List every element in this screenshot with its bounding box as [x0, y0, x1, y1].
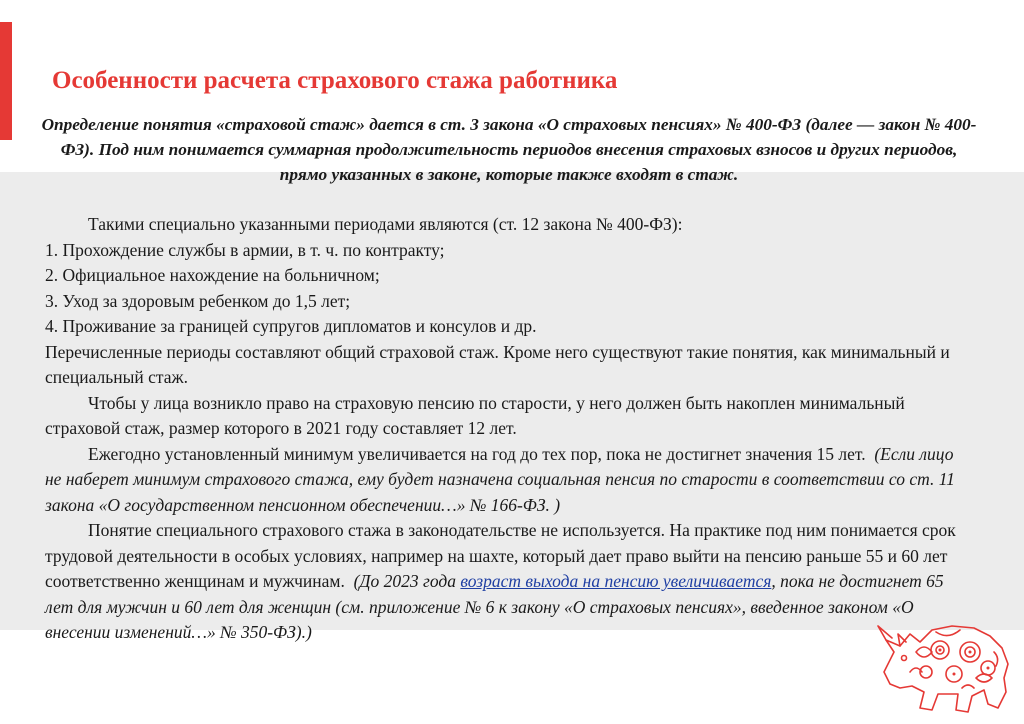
total-stazh-paragraph: Перечисленные периоды составляют общий страховой стаж. Кроме него существуют такие понятия, как минимальный и специальный стаж. [45, 341, 950, 387]
periods-heading: Такими специально указанными периодами являются (ст. 12 закона № 400-ФЗ): [88, 214, 683, 234]
retirement-age-link[interactable]: возраст выхода на пенсию увеличивается [460, 571, 772, 591]
list-item: 2. Официальное нахождение на больничном; [45, 265, 380, 285]
accent-bar [0, 22, 12, 140]
list-item: 4. Проживание за границей супругов дипломатов и консулов и др. [45, 316, 537, 336]
retirement-note-rest: , пока не достигнет 65 лет для мужчин и 60 лет для женщин (см. приложение № 6 к закону «О страховых пенсиях», введенное законом «О внесении изменений…» № 350-ФЗ).) [45, 571, 944, 642]
special-stazh-text: Понятие специального страхового стажа в законодательстве не используется. На практике под ним понимается срок трудовой деятельности в особых условиях, например на шахте, который дает право выйти на пенсию раньше 55 и 60 лет соответственно женщинам и мужчинам. [45, 520, 956, 591]
rhino-logo-icon [876, 612, 1014, 716]
periods-list [45, 238, 960, 340]
list-item: 3. Уход за здоровым ребенком до 1,5 лет; [45, 290, 351, 311]
retirement-note-open: (До 2023 года [353, 571, 456, 591]
special-stazh-paragraph [45, 518, 960, 646]
minimum-stazh-paragraph: Чтобы у лица возникло право на страховую пенсию по старости, у него должен быть накоплен минимальный страховой стаж, размер которого в 2021 году составляет 12 лет. [45, 392, 905, 438]
slide-body [45, 212, 960, 646]
intro-paragraph: Определение понятия «страховой стаж» дается в ст. 3 закона «О страховых пенсиях» № 400-ФЗ (далее — закон № 400-ФЗ). Под ним понимается суммарная продолжительность периодов внесения страховых взносов и других периодов, прямо указанных в законе, которые также входят в стаж. [41, 115, 977, 184]
list-item: 1. Прохождение службы в армии, в т. ч. по контракту; [45, 239, 445, 260]
slide-title: Особенности расчета страхового стажа работника [52, 67, 618, 94]
increase-text: Ежегодно установленный минимум увеличивается на год до тех пор, пока не достигнет значения 15 лет. [88, 443, 866, 464]
social-pension-note: (Если лицо не наберет минимум страхового стажа, ему будет назначена социальная пенсия по старости в соответствии со ст. 11 закона «О государственном пенсионном обеспечении…» № 166-ФЗ. ) [45, 443, 955, 515]
increase-paragraph [45, 442, 960, 519]
